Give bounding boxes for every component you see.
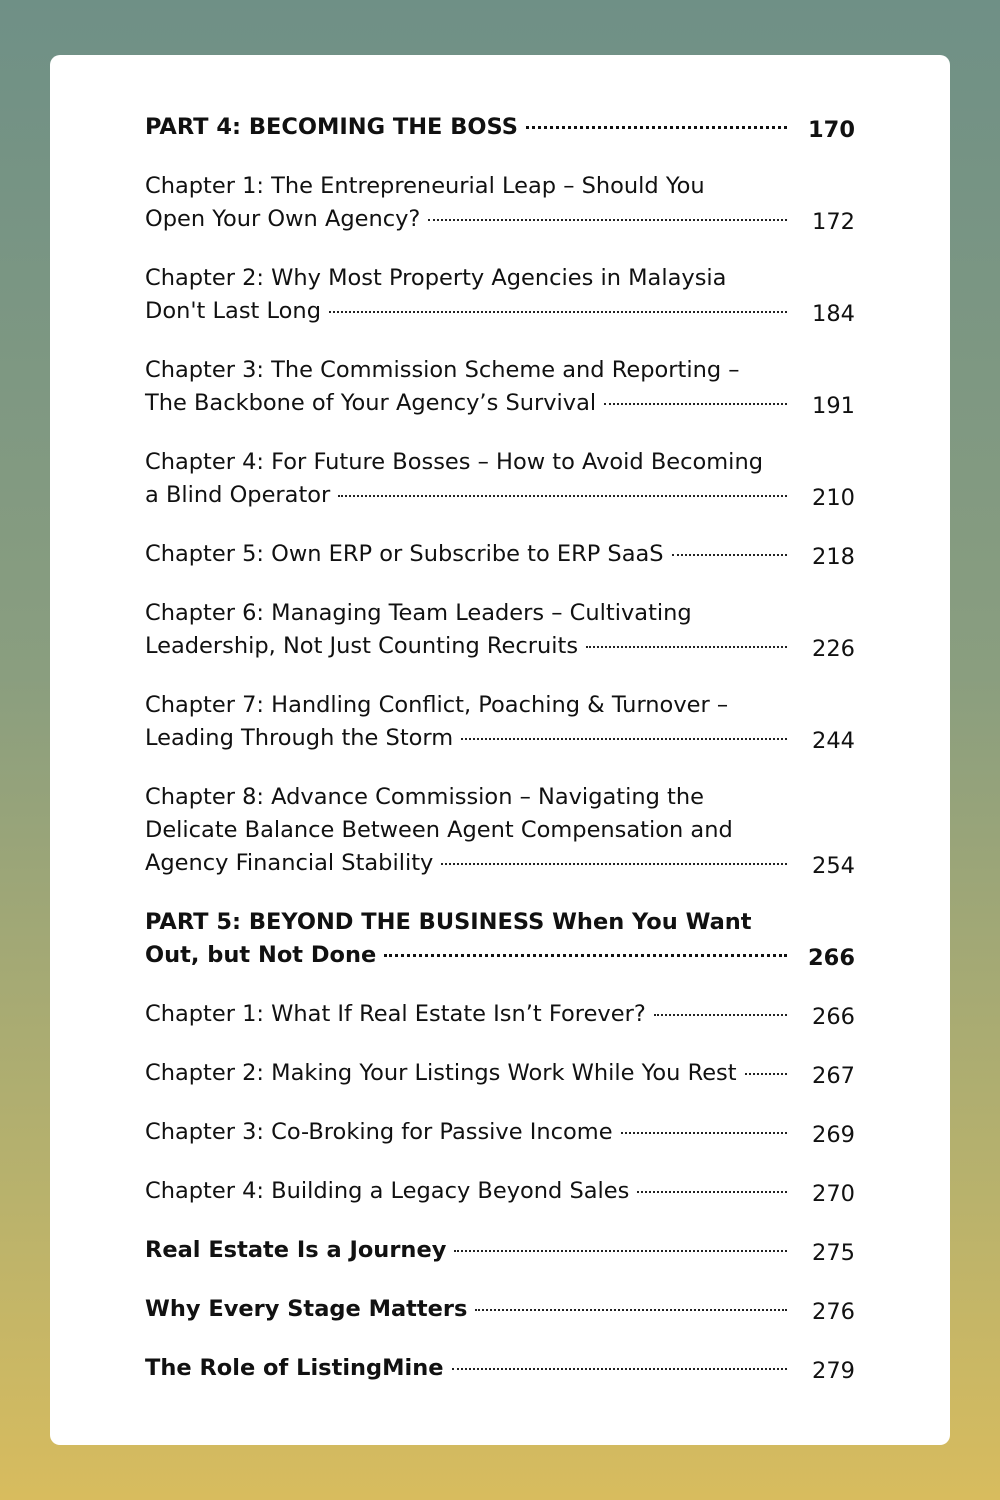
toc-entry-title: a Blind Operator	[145, 482, 331, 508]
toc-entry-title: Leading Through the Storm	[145, 725, 454, 751]
dot-leader	[475, 1309, 787, 1311]
toc-page-number: 226	[812, 636, 855, 662]
toc-entry	[145, 170, 855, 236]
toc-page-number: 172	[812, 209, 855, 235]
table-of-contents	[145, 107, 855, 1411]
toc-entry	[145, 1175, 855, 1208]
toc-entry-title-line: Chapter 4: For Future Bosses – How to Avoid Becoming	[145, 449, 763, 475]
toc-page-number: 266	[808, 945, 855, 971]
dot-leader	[461, 738, 787, 740]
toc-page	[50, 55, 950, 1445]
toc-page-number: 269	[812, 1122, 855, 1148]
toc-entry-title: Chapter 4: Building a Legacy Beyond Sales	[145, 1178, 630, 1204]
toc-entry	[145, 538, 855, 571]
toc-entry-title: Chapter 1: What If Real Estate Isn’t Forever?	[145, 1001, 646, 1027]
toc-entry-title: Don't Last Long	[145, 298, 321, 324]
toc-entry-title: Chapter 2: Making Your Listings Work While You Rest	[145, 1060, 737, 1086]
dot-leader	[452, 1368, 787, 1370]
toc-page-number: 254	[812, 853, 855, 879]
dot-leader	[586, 646, 787, 648]
toc-entry-title-line: Chapter 6: Managing Team Leaders – Cultivating	[145, 600, 692, 626]
dot-leader	[621, 1132, 787, 1134]
toc-page-number: 267	[812, 1063, 855, 1089]
toc-page-number: 275	[812, 1240, 855, 1266]
toc-entry-title-line: Chapter 2: Why Most Property Agencies in Malaysia	[145, 265, 727, 291]
toc-entry	[145, 597, 855, 663]
toc-entry	[145, 1293, 855, 1326]
toc-page-number: 184	[812, 301, 855, 327]
dot-leader	[604, 403, 787, 405]
toc-entry-title-line: PART 5: BEYOND THE BUSINESS When You Want	[145, 909, 752, 935]
toc-entry-title: Agency Financial Stability	[145, 850, 434, 876]
toc-entry	[145, 1234, 855, 1267]
dot-leader	[428, 219, 787, 221]
toc-entry	[145, 354, 855, 420]
toc-entry-title: Why Every Stage Matters	[145, 1296, 468, 1322]
dot-leader	[745, 1073, 787, 1075]
toc-entry	[145, 689, 855, 755]
dot-leader	[637, 1191, 787, 1193]
dot-leader	[329, 311, 787, 313]
toc-entry-title: Leadership, Not Just Counting Recruits	[145, 633, 579, 659]
toc-page-number: 270	[812, 1181, 855, 1207]
toc-page-number: 276	[812, 1299, 855, 1325]
toc-entry	[145, 1352, 855, 1385]
toc-entry-title: Chapter 5: Own ERP or Subscribe to ERP SaaS	[145, 541, 664, 567]
toc-entry-title: PART 4: BECOMING THE BOSS	[145, 114, 518, 140]
toc-page-number: 266	[812, 1004, 855, 1030]
dot-leader	[338, 495, 787, 497]
toc-entry-title-line: Chapter 1: The Entrepreneurial Leap – Should You	[145, 173, 705, 199]
toc-entry	[145, 446, 855, 512]
toc-entry-title-line: Delicate Balance Between Agent Compensation and	[145, 817, 733, 843]
toc-entry-title: The Backbone of Your Agency’s Survival	[145, 390, 597, 416]
toc-entry-title: Real Estate Is a Journey	[145, 1237, 447, 1263]
dot-leader	[441, 863, 787, 865]
toc-entry	[145, 111, 855, 144]
toc-entry	[145, 781, 855, 880]
toc-page-number: 218	[812, 544, 855, 570]
toc-entry	[145, 1116, 855, 1149]
dot-leader	[384, 954, 787, 957]
toc-page-number: 170	[808, 117, 855, 143]
toc-entry-title-line: Chapter 8: Advance Commission – Navigating the	[145, 784, 704, 810]
toc-page-number: 191	[812, 393, 855, 419]
dot-leader	[526, 126, 787, 129]
toc-entry-title: Out, but Not Done	[145, 942, 377, 968]
toc-entry-title: Chapter 3: Co-Broking for Passive Income	[145, 1119, 613, 1145]
toc-entry	[145, 906, 855, 972]
toc-entry-title: The Role of ListingMine	[145, 1355, 444, 1381]
toc-entry-title-line: Chapter 3: The Commission Scheme and Reporting –	[145, 357, 740, 383]
toc-entry	[145, 1057, 855, 1090]
dot-leader	[672, 554, 787, 556]
toc-page-number: 279	[812, 1358, 855, 1384]
dot-leader	[454, 1250, 787, 1252]
toc-entry	[145, 262, 855, 328]
toc-page-number: 244	[812, 728, 855, 754]
toc-entry	[145, 998, 855, 1031]
toc-page-number: 210	[812, 485, 855, 511]
toc-entry-title: Open Your Own Agency?	[145, 206, 421, 232]
dot-leader	[654, 1014, 787, 1016]
toc-entry-title-line: Chapter 7: Handling Conflict, Poaching & Turnover –	[145, 692, 729, 718]
